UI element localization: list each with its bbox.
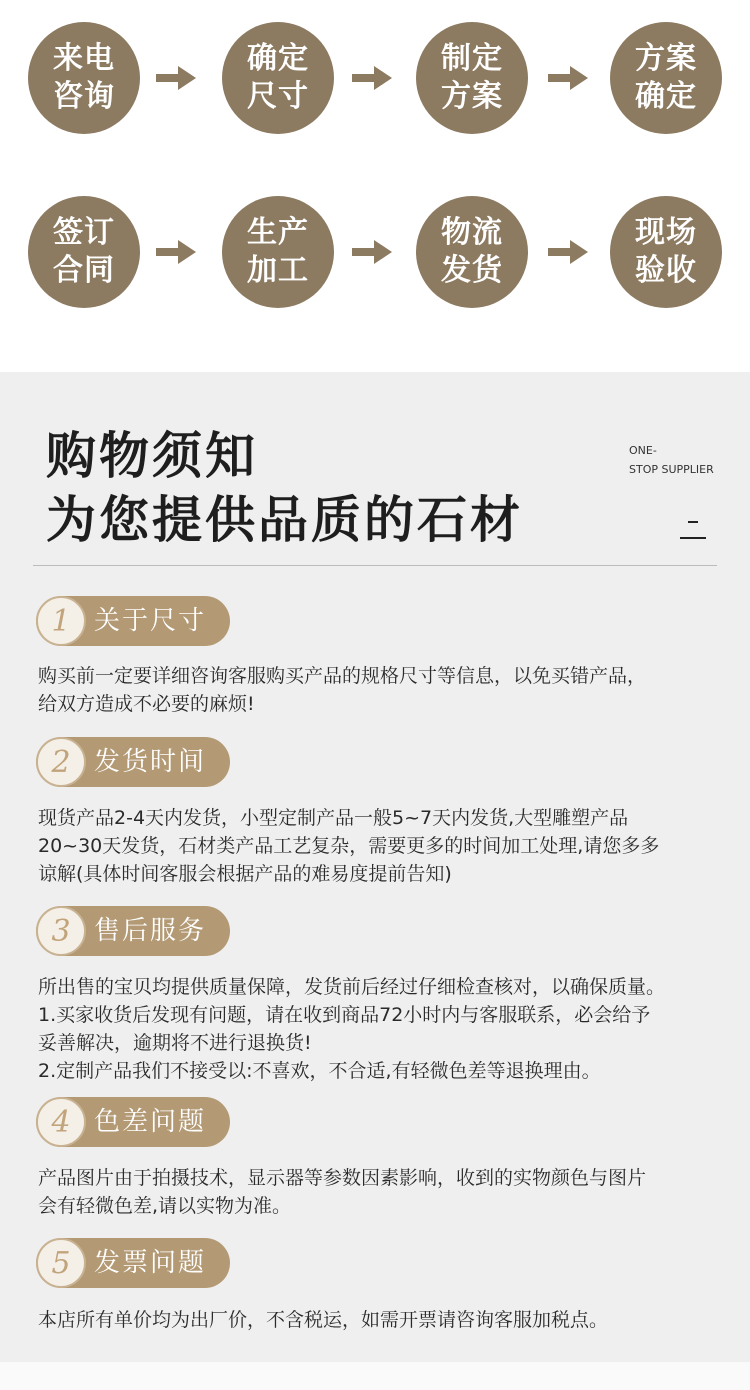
text-line: 给双方造成不必要的麻烦! (38, 693, 255, 715)
item-text (38, 804, 722, 888)
arrow-right-icon (156, 66, 196, 90)
notice-title: 购物须知 (46, 427, 258, 485)
text-line: 谅解(具体时间客服会根据产品的难易度提前告知) (38, 863, 452, 885)
step-label: 生产加工 (247, 215, 309, 288)
item-heading-label: 发票问题 (94, 1248, 207, 1278)
step-circle (28, 22, 140, 134)
text-line: 产品图片由于拍摄技术，显示器等参数因素影响，收到的实物颜色与图片 (38, 1167, 647, 1189)
notice-item-heading (36, 737, 230, 787)
item-number: 3 (51, 913, 71, 949)
menu-lines-icon (678, 520, 708, 540)
bottom-strip (0, 1362, 750, 1390)
item-text (38, 973, 722, 1085)
text-line: 妥善解决，逾期将不进行退换货! (38, 1032, 312, 1054)
step-circle (416, 22, 528, 134)
item-text (38, 1164, 722, 1220)
notice-item-heading (36, 596, 230, 646)
item-heading-label: 色差问题 (94, 1107, 207, 1137)
step-label: 物流发货 (441, 215, 503, 288)
item-heading-label: 售后服务 (94, 916, 207, 946)
shopping-notice (0, 372, 750, 1362)
step-circle (222, 196, 334, 308)
item-number: 1 (51, 603, 71, 639)
text-line: 1.买家收货后发现有问题，请在收到商品72小时内与客服联系，必会给予 (38, 1004, 651, 1026)
supplier-tag-line1: ONE- (629, 444, 657, 457)
text-line: 2.定制产品我们不接受以:不喜欢，不合适,有轻微色差等退换理由。 (38, 1060, 601, 1082)
number-badge (36, 737, 86, 787)
number-badge (36, 1238, 86, 1288)
text-line: 会有轻微色差,请以实物为准。 (38, 1195, 292, 1217)
arrow-right-icon (548, 66, 588, 90)
number-badge (36, 596, 86, 646)
step-circle (610, 22, 722, 134)
process-flow (0, 0, 750, 372)
item-heading-label: 发货时间 (94, 747, 207, 777)
step-label: 制定方案 (441, 41, 503, 114)
arrow-right-icon (352, 66, 392, 90)
arrow-right-icon (548, 240, 588, 264)
notice-subtitle: 为您提供品质的石材 (46, 491, 523, 549)
item-number: 2 (51, 744, 71, 780)
item-text (38, 1306, 722, 1334)
text-line: 20~30天发货，石材类产品工艺复杂，需要更多的时间加工处理,请您多多 (38, 835, 660, 857)
step-label: 确定尺寸 (247, 41, 309, 114)
step-circle (416, 196, 528, 308)
divider (33, 565, 717, 566)
supplier-tag-line2: STOP SUPPLIER (629, 463, 714, 476)
number-badge (36, 1097, 86, 1147)
step-label: 来电咨询 (53, 41, 115, 114)
notice-item-heading (36, 1097, 230, 1147)
notice-item-heading (36, 906, 230, 956)
step-label: 方案确定 (635, 41, 697, 114)
notice-item-heading (36, 1238, 230, 1288)
step-label: 现场验收 (635, 215, 697, 288)
arrow-right-icon (156, 240, 196, 264)
step-circle (222, 22, 334, 134)
step-circle (610, 196, 722, 308)
number-badge (36, 906, 86, 956)
item-number: 4 (51, 1104, 71, 1140)
arrow-right-icon (352, 240, 392, 264)
text-line: 所出售的宝贝均提供质量保障，发货前后经过仔细检查核对，以确保质量。 (38, 976, 666, 998)
step-circle (28, 196, 140, 308)
text-line: 现货产品2-4天内发货，小型定制产品一般5~7天内发货,大型雕塑产品 (38, 807, 629, 829)
item-number: 5 (51, 1245, 71, 1281)
item-heading-label: 关于尺寸 (94, 606, 207, 636)
item-text (38, 662, 722, 718)
step-label: 签订合同 (53, 215, 115, 288)
text-line: 本店所有单价均为出厂价，不含税运，如需开票请咨询客服加税点。 (38, 1309, 609, 1331)
text-line: 购买前一定要详细咨询客服购买产品的规格尺寸等信息，以免买错产品， (38, 665, 647, 687)
